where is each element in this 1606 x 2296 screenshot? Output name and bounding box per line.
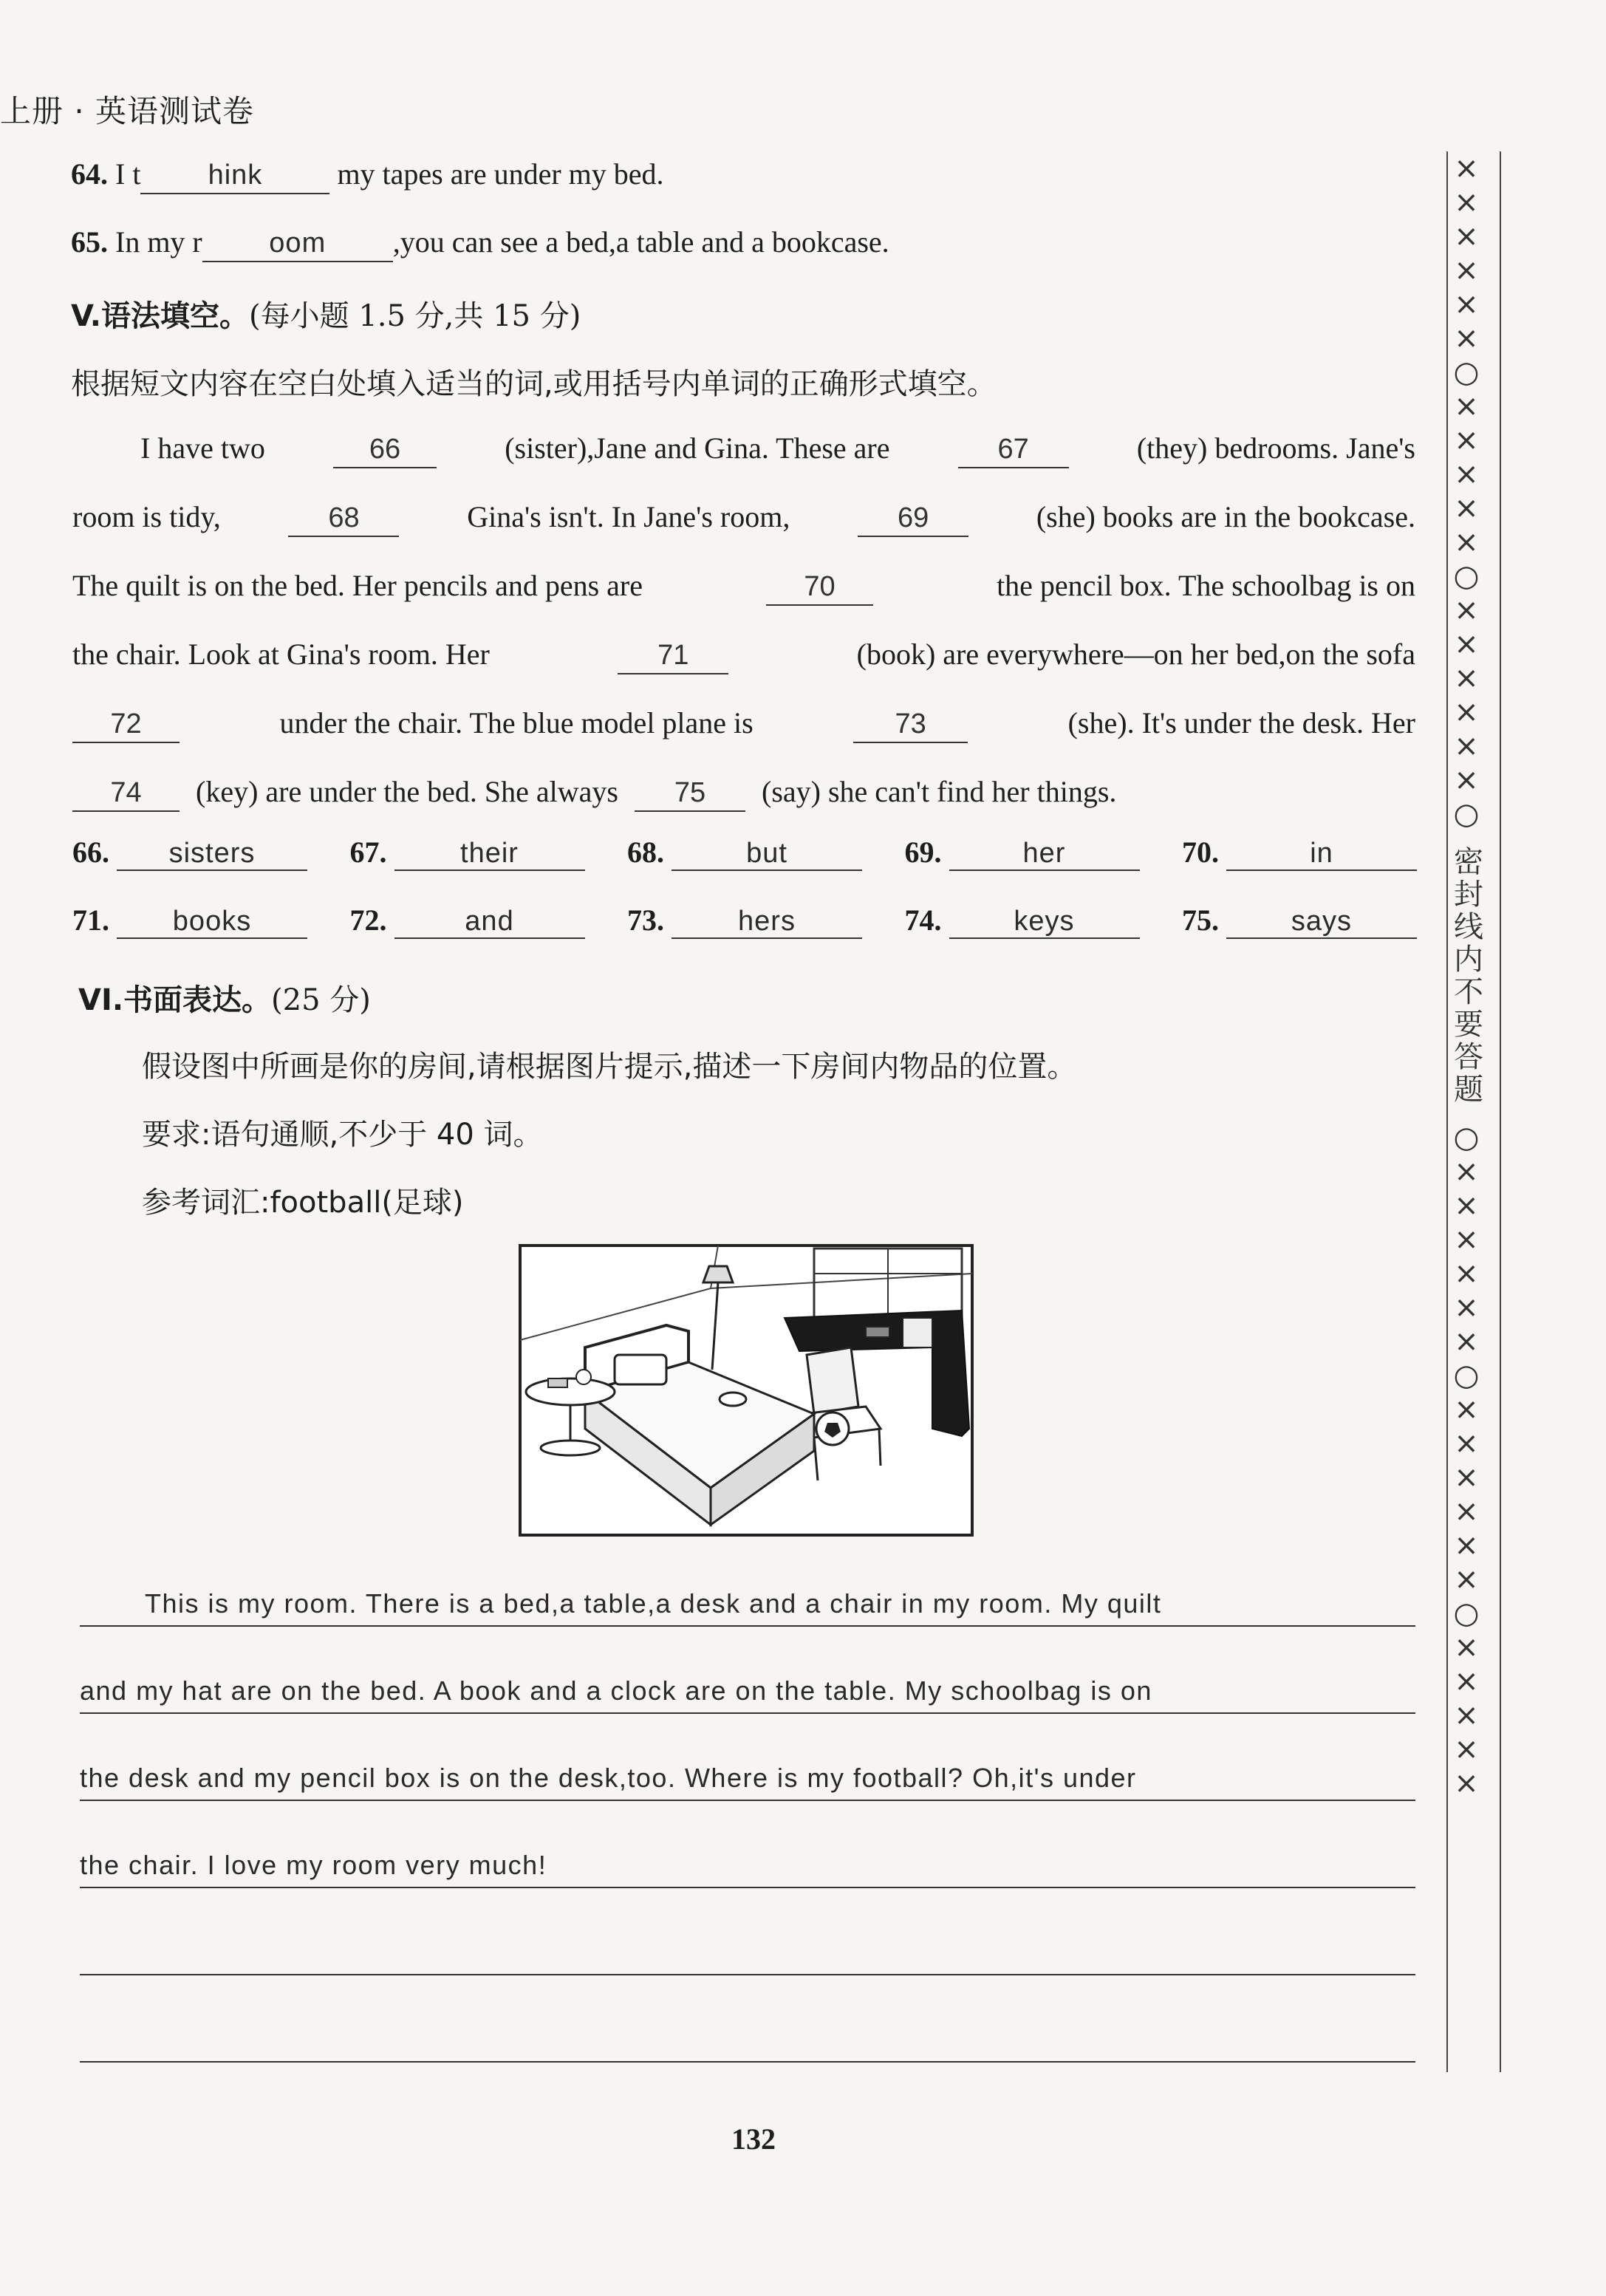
passage-text: (key) are under the bed. She always	[196, 775, 618, 808]
section-6-prompt: 假设图中所画是你的房间,请根据图片提示,描述一下房间内物品的位置。	[142, 1050, 1077, 1084]
answer-item	[627, 903, 862, 939]
chair-leg	[879, 1429, 881, 1466]
seal-border-right	[1500, 151, 1501, 2072]
blank-70[interactable]: 70	[766, 570, 873, 606]
writing-line	[80, 1625, 1415, 1627]
passage-text: (say) she can't find her things.	[762, 775, 1117, 808]
book	[548, 1378, 567, 1387]
writing-line	[80, 1974, 1415, 1975]
schoolbag	[903, 1318, 932, 1347]
lamp-shade	[703, 1266, 733, 1282]
clock	[576, 1370, 591, 1384]
essay-line[interactable]: and my hat are on the bed. A book and a clock are on the table. My schoolbag is on	[80, 1675, 1152, 1706]
question-prefix: In my r	[115, 225, 202, 259]
question-suffix: my tapes are under my bed.	[337, 157, 664, 191]
answer-field[interactable]: hers	[672, 906, 862, 939]
passage-text: under the chair. The blue model plane is	[279, 706, 754, 739]
hat	[720, 1393, 746, 1406]
answer-label: 74.	[904, 903, 942, 937]
pencil-box	[866, 1327, 889, 1337]
answer-item	[72, 835, 307, 871]
blank-67[interactable]: 67	[958, 433, 1069, 468]
answer-field[interactable]: their	[394, 838, 585, 871]
passage-text: (they) bedrooms. Jane's	[1136, 431, 1415, 465]
cloze-passage	[72, 414, 1415, 826]
answer-field[interactable]: in	[1226, 838, 1417, 871]
section-score: (25 分)	[271, 983, 371, 1017]
room-illustration	[519, 1244, 974, 1537]
section-6-vocab: 参考词汇:football(足球)	[142, 1186, 464, 1220]
section-6-requirement: 要求:语句通顺,不少于 40 词。	[142, 1118, 543, 1152]
answer-label: 75.	[1182, 903, 1219, 937]
passage-text: the chair. Look at Gina's room. Her	[72, 638, 490, 671]
answer-item	[905, 835, 1140, 871]
page-number: 132	[731, 2122, 776, 2156]
writing-line	[80, 1800, 1415, 1801]
question-prefix: I t	[115, 157, 141, 191]
question-suffix: ,you can see a bed,a table and a bookcase.	[392, 225, 889, 259]
passage-line	[72, 620, 1415, 689]
answer-item	[1182, 903, 1417, 939]
section-score: (每小题 1.5 分,共 15 分)	[249, 299, 581, 333]
side-table	[526, 1378, 615, 1405]
answer-field[interactable]: says	[1226, 906, 1417, 939]
answer-item	[905, 903, 1140, 939]
blank-68[interactable]: 68	[288, 502, 399, 537]
writing-line	[80, 1887, 1415, 1888]
answer-field[interactable]: her	[949, 838, 1140, 871]
seal-margin	[1441, 151, 1492, 1800]
writing-line	[80, 1712, 1415, 1714]
passage-line	[72, 551, 1415, 620]
answer-item	[72, 903, 307, 939]
answer-field[interactable]: books	[117, 906, 307, 939]
passage-text: Gina's isn't. In Jane's room,	[467, 500, 790, 533]
answer-label: 73.	[627, 903, 664, 937]
blank-75[interactable]: 75	[635, 776, 745, 812]
passage-text: The quilt is on the bed. Her pencils and pens are	[72, 569, 643, 602]
answer-label: 67.	[349, 836, 387, 869]
answer-label: 72.	[349, 903, 387, 937]
section-numeral: V.	[71, 299, 101, 333]
passage-text: (she) books are in the bookcase.	[1036, 500, 1415, 533]
table-base	[541, 1441, 600, 1455]
passage-text: room is tidy,	[72, 500, 221, 533]
question-65	[71, 225, 889, 262]
section-6-heading	[78, 977, 371, 1019]
blank-72[interactable]: 72	[72, 708, 180, 743]
quilt	[615, 1355, 666, 1384]
answer-item	[350, 835, 585, 871]
answer-label: 68.	[627, 836, 664, 869]
answer-field[interactable]: but	[672, 838, 862, 871]
passage-line	[72, 414, 1415, 482]
passage-text: (she). It's under the desk. Her	[1067, 706, 1415, 739]
answer-label: 71.	[72, 903, 109, 937]
essay-line[interactable]: This is my room. There is a bed,a table,a desk and a chair in my room. My quilt	[145, 1588, 1162, 1619]
answer-item	[350, 903, 585, 939]
answer-blank[interactable]: hink	[140, 159, 329, 194]
answer-label: 70.	[1182, 836, 1219, 869]
passage-text: I have two	[140, 431, 265, 465]
passage-text: (sister),Jane and Gina. These are	[505, 431, 890, 465]
passage-line	[72, 482, 1415, 551]
answer-field[interactable]: sisters	[117, 838, 307, 871]
answer-field[interactable]: keys	[949, 906, 1140, 939]
section-title: 书面表达。	[123, 983, 272, 1017]
question-64	[71, 157, 664, 194]
question-number: 64.	[71, 157, 108, 191]
seal-marks-top: ××××××○×××××○××××××○	[1449, 151, 1483, 831]
section-5-heading	[71, 293, 581, 335]
answer-label: 69.	[904, 836, 942, 869]
answer-blank[interactable]: oom	[202, 227, 393, 262]
writing-line	[80, 2061, 1415, 2063]
answer-field[interactable]: and	[394, 906, 585, 939]
seal-marks-bottom: ○××××××○××××××○×××××	[1449, 1121, 1483, 1800]
blank-73[interactable]: 73	[853, 708, 968, 743]
essay-line[interactable]: the desk and my pencil box is on the desk,too. Where is my football? Oh,it's under	[80, 1763, 1137, 1793]
answer-item	[1182, 835, 1417, 871]
section-5-instruction: 根据短文内容在空白处填入适当的词,或用括号内单词的正确形式填空。	[71, 367, 997, 401]
section-title: 语法填空。	[101, 299, 249, 333]
blank-74[interactable]: 74	[72, 776, 180, 812]
passage-line	[72, 757, 1415, 826]
blank-71[interactable]: 71	[618, 639, 728, 674]
passage-text: the pencil box. The schoolbag is on	[997, 569, 1415, 602]
seal-text: 密封线内不要答题	[1449, 846, 1483, 1106]
answers-row-2	[72, 903, 1417, 939]
question-number: 65.	[71, 225, 108, 259]
section-numeral: VI.	[78, 983, 124, 1017]
answer-label: 66.	[72, 836, 109, 869]
passage-line	[72, 689, 1415, 757]
passage-text: (book) are everywhere—on her bed,on the sofa	[856, 638, 1415, 671]
blank-69[interactable]: 69	[858, 502, 968, 537]
blank-66[interactable]: 66	[333, 433, 437, 468]
answers-row-1	[72, 835, 1417, 871]
page-header: 上册 · 英语测试卷	[0, 93, 255, 129]
answer-item	[627, 835, 862, 871]
essay-line[interactable]: the chair. I love my room very much!	[80, 1850, 547, 1880]
chair-back	[807, 1347, 858, 1414]
